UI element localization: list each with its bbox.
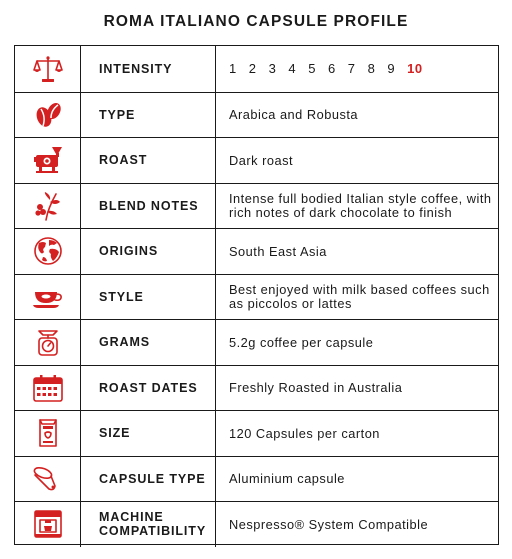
intensity-scale — [215, 46, 498, 92]
row-label: STYLE — [99, 289, 144, 304]
row-value: Best enjoyed with milk based coffees such as piccolos or lattes — [215, 275, 498, 320]
scale-icon — [15, 46, 81, 92]
row-label: ROAST DATES — [99, 380, 198, 395]
row-value: Arabica and Robusta — [215, 93, 498, 138]
intensity-level: 2 — [248, 61, 257, 76]
row-type — [15, 92, 498, 138]
coffee-cup-icon — [15, 275, 81, 320]
row-value: Intense full bodied Italian style coffee, with rich notes of dark chocolate to finish — [215, 184, 498, 229]
page-title: ROMA ITALIANO CAPSULE PROFILE — [103, 13, 409, 30]
row-roast — [15, 137, 498, 183]
intensity-level: 3 — [268, 61, 277, 76]
row-size — [15, 410, 498, 456]
row-intensity — [15, 46, 498, 92]
row-label: MACHINE COMPATIBILITY — [99, 510, 207, 539]
row-value: Nespresso® System Compatible — [215, 502, 498, 547]
row-origins — [15, 228, 498, 274]
calendar-icon — [15, 366, 81, 411]
box-icon — [15, 411, 81, 456]
row-label: TYPE — [99, 107, 136, 122]
row-value: 5.2g coffee per capsule — [215, 320, 498, 365]
row-value: Freshly Roasted in Australia — [215, 366, 498, 411]
row-label: BLEND NOTES — [99, 198, 199, 213]
intensity-level: 8 — [367, 61, 376, 76]
row-value: 120 Capsules per carton — [215, 411, 498, 456]
row-value: Aluminium capsule — [215, 457, 498, 502]
row-label: CAPSULE TYPE — [99, 471, 206, 486]
coffee-machine-icon — [15, 502, 81, 547]
coffee-bean-icon — [15, 93, 81, 138]
weighing-scale-icon — [15, 320, 81, 365]
intensity-level: 1 — [229, 61, 237, 76]
row-value: South East Asia — [215, 229, 498, 274]
row-label: ROAST — [99, 153, 148, 168]
row-label: SIZE — [99, 426, 131, 441]
roaster-icon — [15, 138, 81, 183]
capsule-icon — [15, 457, 81, 502]
intensity-level: 7 — [347, 61, 356, 76]
row-label: GRAMS — [99, 335, 151, 350]
row-machine-compatibility — [15, 501, 498, 547]
intensity-level: 10 — [407, 61, 423, 76]
intensity-level: 4 — [288, 61, 297, 76]
row-grams — [15, 319, 498, 365]
intensity-level: 5 — [308, 61, 316, 76]
intensity-level: 6 — [327, 61, 336, 76]
profile-table — [14, 45, 499, 545]
row-label: ORIGINS — [99, 244, 159, 259]
row-value: Dark roast — [215, 138, 498, 183]
row-capsule-type — [15, 456, 498, 502]
row-label: INTENSITY — [99, 61, 173, 76]
globe-icon — [15, 229, 81, 274]
row-roast-dates — [15, 365, 498, 411]
row-blend-notes — [15, 183, 498, 229]
row-style — [15, 274, 498, 320]
intensity-level: 9 — [387, 61, 396, 76]
coffee-plant-icon — [15, 184, 81, 229]
